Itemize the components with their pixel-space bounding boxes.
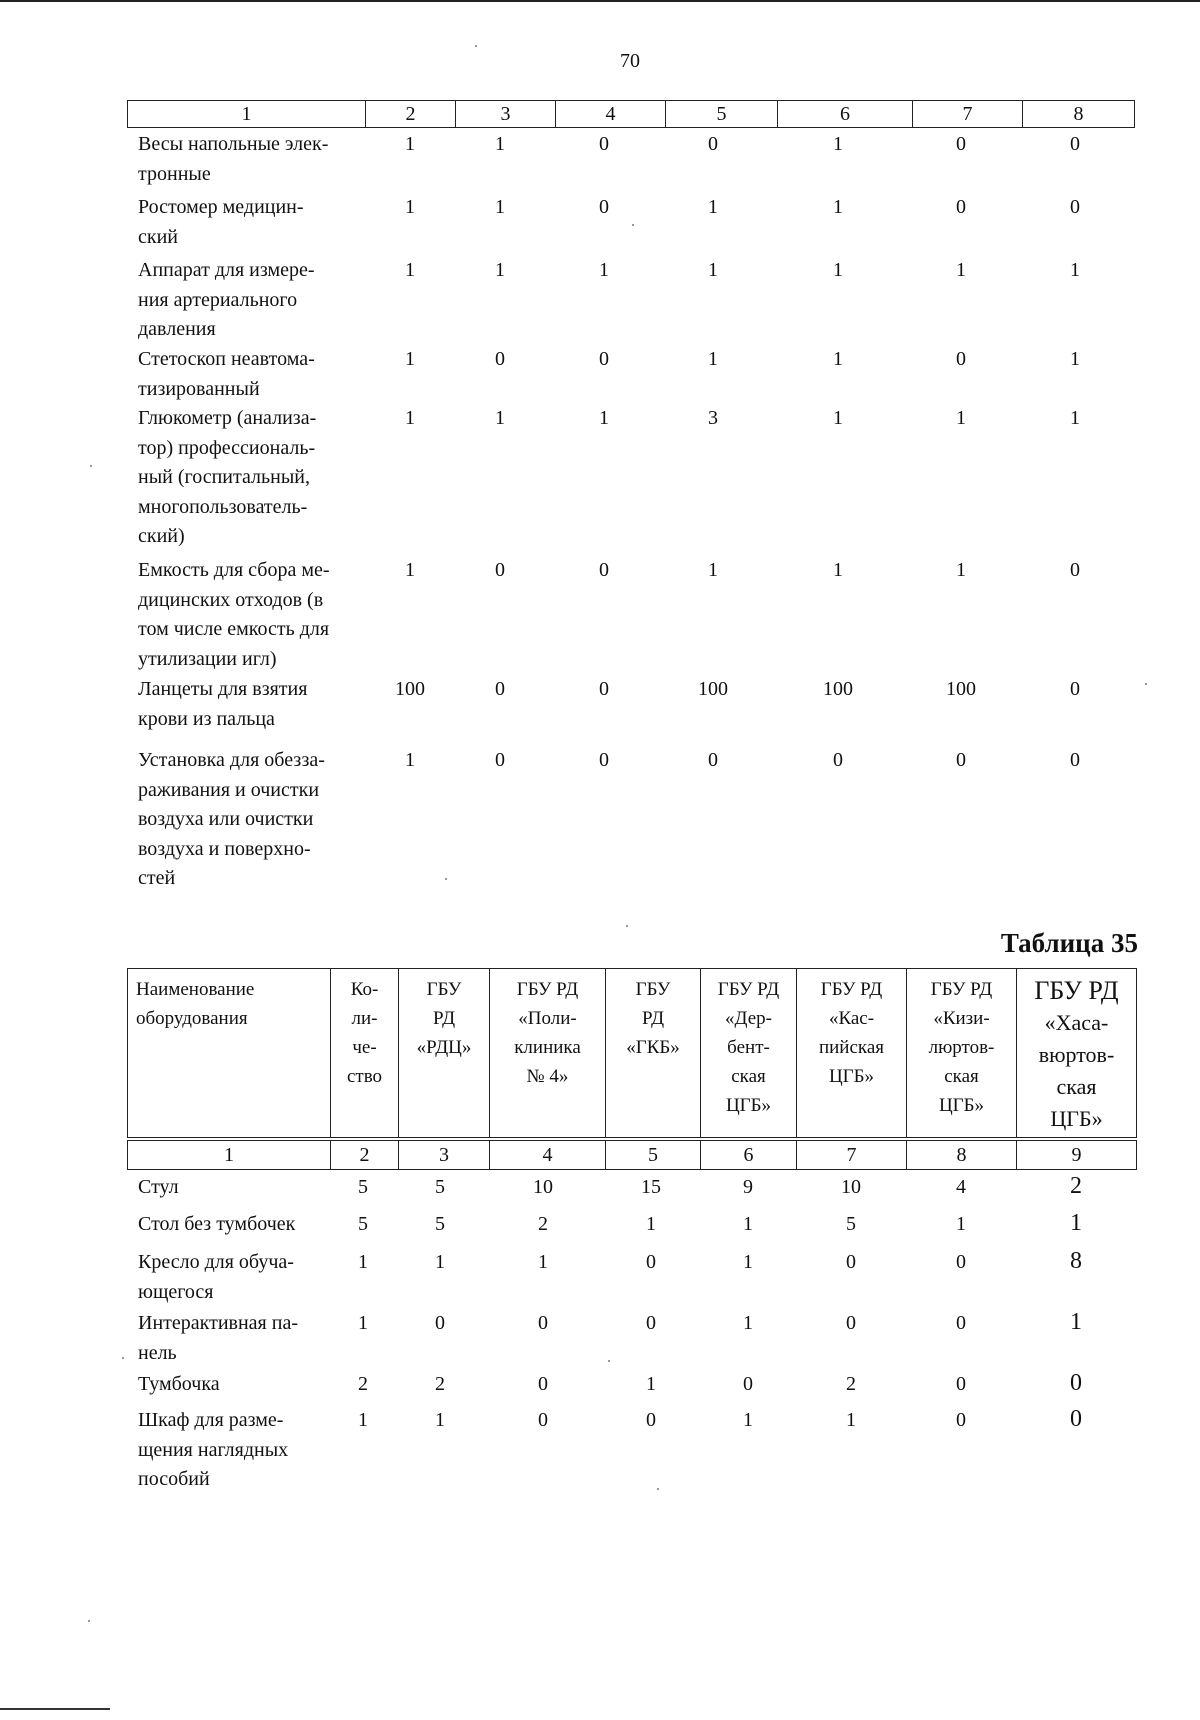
row-name-line: стей bbox=[138, 867, 176, 889]
cell-value: 0 bbox=[846, 1251, 856, 1273]
scan-speck bbox=[632, 224, 634, 226]
cell-value: 1 bbox=[708, 259, 718, 281]
header-polyclinic-4: ГБУ РД «Поли- клиника № 4» bbox=[490, 969, 606, 1138]
cell-value: 1 bbox=[708, 559, 718, 581]
cell-value: 1 bbox=[405, 407, 415, 429]
row-name-line: нель bbox=[138, 1341, 177, 1364]
cell-value: 100 bbox=[946, 678, 976, 700]
cell-value: 0 bbox=[538, 1409, 548, 1431]
table-title: Таблица 35 bbox=[1000, 928, 1138, 958]
cell-value: 1 bbox=[1070, 1210, 1082, 1236]
row-name-line: давления bbox=[138, 318, 216, 340]
row-name-line: щения наглядных bbox=[138, 1438, 289, 1461]
table2-column-numbers bbox=[127, 1140, 1137, 1170]
cell-value: 0 bbox=[956, 133, 966, 155]
row-name-line: воздуха или очистки bbox=[138, 808, 314, 830]
cell-value: 1 bbox=[599, 407, 609, 429]
scan-speck bbox=[445, 878, 447, 880]
row-name-line: Весы напольные элек- bbox=[138, 133, 329, 155]
cell-value: 1 bbox=[405, 348, 415, 370]
cell-value: 4 bbox=[956, 1176, 966, 1198]
cell-value: 0 bbox=[599, 348, 609, 370]
cell-value: 1 bbox=[1070, 1309, 1082, 1335]
scan-speck bbox=[1145, 683, 1147, 685]
row-name-line: крови из пальца bbox=[138, 707, 275, 730]
cell-value: 1 bbox=[743, 1251, 753, 1273]
cell-value: 1 bbox=[956, 1213, 966, 1235]
header-quantity: Ко- ли- че- ство bbox=[331, 969, 399, 1138]
scan-speck bbox=[608, 1360, 610, 1362]
row-name-line: тизированный bbox=[138, 377, 260, 400]
header-rdc: ГБУ РД «РДЦ» bbox=[399, 969, 490, 1138]
cell-value: 0 bbox=[646, 1251, 656, 1273]
cell-value: 1 bbox=[405, 259, 415, 281]
cell-value: 100 bbox=[395, 678, 425, 700]
row-name-line: тронные bbox=[138, 162, 211, 185]
header-derbent-cgb: ГБУ РД «Дер- бент- ская ЦГБ» bbox=[701, 969, 797, 1138]
scan-speck bbox=[90, 465, 92, 467]
cell-value: 0 bbox=[538, 1312, 548, 1334]
page-bottom-mark bbox=[0, 1708, 110, 1710]
column-number: 1 bbox=[128, 101, 366, 128]
header-kaspiysk-cgb: ГБУ РД «Кас- пийская ЦГБ» bbox=[797, 969, 907, 1138]
cell-value: 100 bbox=[698, 678, 728, 700]
cell-value: 1 bbox=[956, 259, 966, 281]
row-name-line: раживания и очистки bbox=[138, 778, 320, 801]
row-name-line: Установка для обезза- bbox=[138, 749, 325, 771]
cell-value: 2 bbox=[846, 1373, 856, 1395]
cell-value: 1 bbox=[405, 133, 415, 155]
column-number: 6 bbox=[778, 101, 913, 128]
column-number: 8 bbox=[1023, 101, 1135, 128]
cell-value: 0 bbox=[956, 1312, 966, 1334]
cell-value: 0 bbox=[646, 1409, 656, 1431]
row-name-line: Емкость для сбора ме- bbox=[138, 559, 330, 581]
cell-value: 0 bbox=[495, 678, 505, 700]
row-name-line: Шкаф для разме- bbox=[138, 1409, 284, 1431]
cell-value: 1 bbox=[495, 407, 505, 429]
row-name-line: ский bbox=[138, 225, 178, 248]
cell-value: 0 bbox=[1070, 1406, 1082, 1432]
row-name-line: Интерактивная па- bbox=[138, 1312, 298, 1334]
cell-value: 5 bbox=[358, 1213, 368, 1235]
page-number: 70 bbox=[620, 50, 640, 72]
cell-value: 0 bbox=[1070, 749, 1080, 771]
page-top-border bbox=[0, 0, 1200, 2]
row-name bbox=[138, 675, 378, 734]
header-kizilyurt-cgb: ГБУ РД «Кизи- люртов- ская ЦГБ» bbox=[907, 969, 1017, 1138]
cell-value: 8 bbox=[1070, 1248, 1082, 1274]
column-number: 3 bbox=[456, 101, 556, 128]
cell-value: 10 bbox=[533, 1176, 553, 1198]
column-number: 2 bbox=[331, 1141, 399, 1170]
row-name-line: пособий bbox=[138, 1468, 210, 1490]
cell-value: 0 bbox=[956, 196, 966, 218]
column-number: 7 bbox=[797, 1141, 907, 1170]
cell-value: 2 bbox=[358, 1373, 368, 1395]
column-number: 3 bbox=[399, 1141, 490, 1170]
cell-value: 1 bbox=[846, 1409, 856, 1431]
cell-value: 0 bbox=[1070, 678, 1080, 700]
cell-value: 0 bbox=[599, 196, 609, 218]
cell-value: 0 bbox=[1070, 196, 1080, 218]
cell-value: 1 bbox=[405, 559, 415, 581]
cell-value: 1 bbox=[495, 196, 505, 218]
cell-value: 1 bbox=[743, 1312, 753, 1334]
cell-value: 9 bbox=[743, 1176, 753, 1198]
cell-value: 1 bbox=[833, 196, 843, 218]
scan-speck bbox=[88, 1620, 90, 1622]
row-name-line: Ростомер медицин- bbox=[138, 196, 304, 218]
row-name bbox=[138, 193, 378, 252]
cell-value: 15 bbox=[641, 1176, 661, 1198]
cell-value: 5 bbox=[846, 1213, 856, 1235]
row-name-line: Стол без тумбочек bbox=[138, 1213, 296, 1235]
row-name-line: ский) bbox=[138, 525, 185, 547]
cell-value: 0 bbox=[599, 559, 609, 581]
row-name-line: ющегося bbox=[138, 1280, 214, 1303]
cell-value: 0 bbox=[495, 559, 505, 581]
column-number: 5 bbox=[606, 1141, 701, 1170]
cell-value: 2 bbox=[538, 1213, 548, 1235]
cell-value: 0 bbox=[495, 348, 505, 370]
cell-value: 0 bbox=[435, 1312, 445, 1334]
cell-value: 0 bbox=[833, 749, 843, 771]
cell-value: 1 bbox=[435, 1251, 445, 1273]
row-name-line: Стетоскоп неавтома- bbox=[138, 348, 315, 370]
cell-value: 0 bbox=[743, 1373, 753, 1395]
cell-value: 1 bbox=[833, 407, 843, 429]
row-name-line: Ланцеты для взятия bbox=[138, 678, 308, 700]
row-name-line: Глюкометр (анализа- bbox=[138, 407, 317, 429]
cell-value: 0 bbox=[1070, 133, 1080, 155]
cell-value: 0 bbox=[599, 133, 609, 155]
cell-value: 1 bbox=[1070, 259, 1080, 281]
column-number: 1 bbox=[128, 1141, 331, 1170]
column-number: 4 bbox=[556, 101, 666, 128]
cell-value: 5 bbox=[358, 1176, 368, 1198]
column-number: 7 bbox=[913, 101, 1023, 128]
cell-value: 0 bbox=[956, 749, 966, 771]
cell-value: 1 bbox=[1070, 407, 1080, 429]
cell-value: 1 bbox=[743, 1409, 753, 1431]
column-number: 9 bbox=[1017, 1141, 1137, 1170]
cell-value: 1 bbox=[538, 1251, 548, 1273]
cell-value: 0 bbox=[956, 1409, 966, 1431]
cell-value: 0 bbox=[1070, 1370, 1082, 1396]
cell-value: 0 bbox=[599, 749, 609, 771]
cell-value: 1 bbox=[435, 1409, 445, 1431]
cell-value: 1 bbox=[358, 1251, 368, 1273]
cell-value: 1 bbox=[599, 259, 609, 281]
cell-value: 1 bbox=[358, 1409, 368, 1431]
cell-value: 0 bbox=[646, 1312, 656, 1334]
column-number: 2 bbox=[366, 101, 456, 128]
row-name bbox=[138, 404, 378, 552]
cell-value: 1 bbox=[405, 749, 415, 771]
row-name-line: Аппарат для измере- bbox=[138, 259, 315, 281]
cell-value: 0 bbox=[846, 1312, 856, 1334]
row-name-line: Кресло для обуча- bbox=[138, 1251, 294, 1273]
row-name bbox=[138, 556, 378, 674]
scan-speck bbox=[475, 45, 477, 47]
cell-value: 5 bbox=[435, 1176, 445, 1198]
table2-header bbox=[127, 968, 1137, 1138]
cell-value: 1 bbox=[956, 407, 966, 429]
cell-value: 0 bbox=[956, 1251, 966, 1273]
row-name-line: дицинских отходов (в bbox=[138, 588, 324, 611]
row-name-line: утилизации игл) bbox=[138, 647, 277, 670]
cell-value: 0 bbox=[599, 678, 609, 700]
column-number: 5 bbox=[666, 101, 778, 128]
table1-column-numbers bbox=[127, 100, 1135, 128]
cell-value: 10 bbox=[841, 1176, 861, 1198]
row-name bbox=[138, 130, 378, 189]
row-name bbox=[138, 746, 378, 894]
cell-value: 0 bbox=[708, 749, 718, 771]
cell-value: 1 bbox=[743, 1213, 753, 1235]
cell-value: 0 bbox=[1070, 559, 1080, 581]
cell-value: 0 bbox=[956, 1373, 966, 1395]
cell-value: 1 bbox=[833, 559, 843, 581]
row-name-line: том числе емкость для bbox=[138, 618, 330, 640]
cell-value: 1 bbox=[708, 348, 718, 370]
row-name-line: тор) профессиональ- bbox=[138, 436, 316, 459]
row-name-line: Стул bbox=[138, 1176, 179, 1198]
cell-value: 1 bbox=[833, 259, 843, 281]
row-name-line: ный (госпитальный, bbox=[138, 466, 310, 488]
cell-value: 1 bbox=[833, 348, 843, 370]
column-number: 8 bbox=[907, 1141, 1017, 1170]
header-gkb: ГБУ РД «ГКБ» bbox=[606, 969, 701, 1138]
cell-value: 1 bbox=[358, 1312, 368, 1334]
row-name-line: Тумбочка bbox=[138, 1373, 220, 1395]
cell-value: 1 bbox=[405, 196, 415, 218]
cell-value: 0 bbox=[538, 1373, 548, 1395]
cell-value: 3 bbox=[708, 407, 718, 429]
cell-value: 1 bbox=[1070, 348, 1080, 370]
cell-value: 2 bbox=[435, 1373, 445, 1395]
row-name-line: воздуха и поверхно- bbox=[138, 837, 311, 860]
cell-value: 1 bbox=[708, 196, 718, 218]
cell-value: 1 bbox=[495, 133, 505, 155]
column-number: 6 bbox=[701, 1141, 797, 1170]
header-equipment-name: Наименование оборудования bbox=[128, 969, 331, 1138]
row-name-line: многопользователь- bbox=[138, 495, 308, 518]
cell-value: 5 bbox=[435, 1213, 445, 1235]
cell-value: 1 bbox=[646, 1373, 656, 1395]
header-khasavyurt-cgb: ГБУ РД «Хаса- вюртов- ская ЦГБ» bbox=[1017, 969, 1137, 1138]
scan-speck bbox=[122, 1357, 124, 1359]
cell-value: 1 bbox=[833, 133, 843, 155]
cell-value: 1 bbox=[495, 259, 505, 281]
cell-value: 0 bbox=[956, 348, 966, 370]
column-number: 4 bbox=[490, 1141, 606, 1170]
cell-value: 2 bbox=[1070, 1173, 1082, 1199]
row-name bbox=[138, 256, 378, 345]
scan-speck bbox=[657, 1488, 659, 1490]
cell-value: 100 bbox=[823, 678, 853, 700]
cell-value: 0 bbox=[708, 133, 718, 155]
row-name bbox=[138, 345, 378, 404]
cell-value: 0 bbox=[495, 749, 505, 771]
cell-value: 1 bbox=[956, 559, 966, 581]
cell-value: 1 bbox=[646, 1213, 656, 1235]
scan-speck bbox=[626, 925, 628, 927]
row-name-line: ния артериального bbox=[138, 288, 298, 311]
